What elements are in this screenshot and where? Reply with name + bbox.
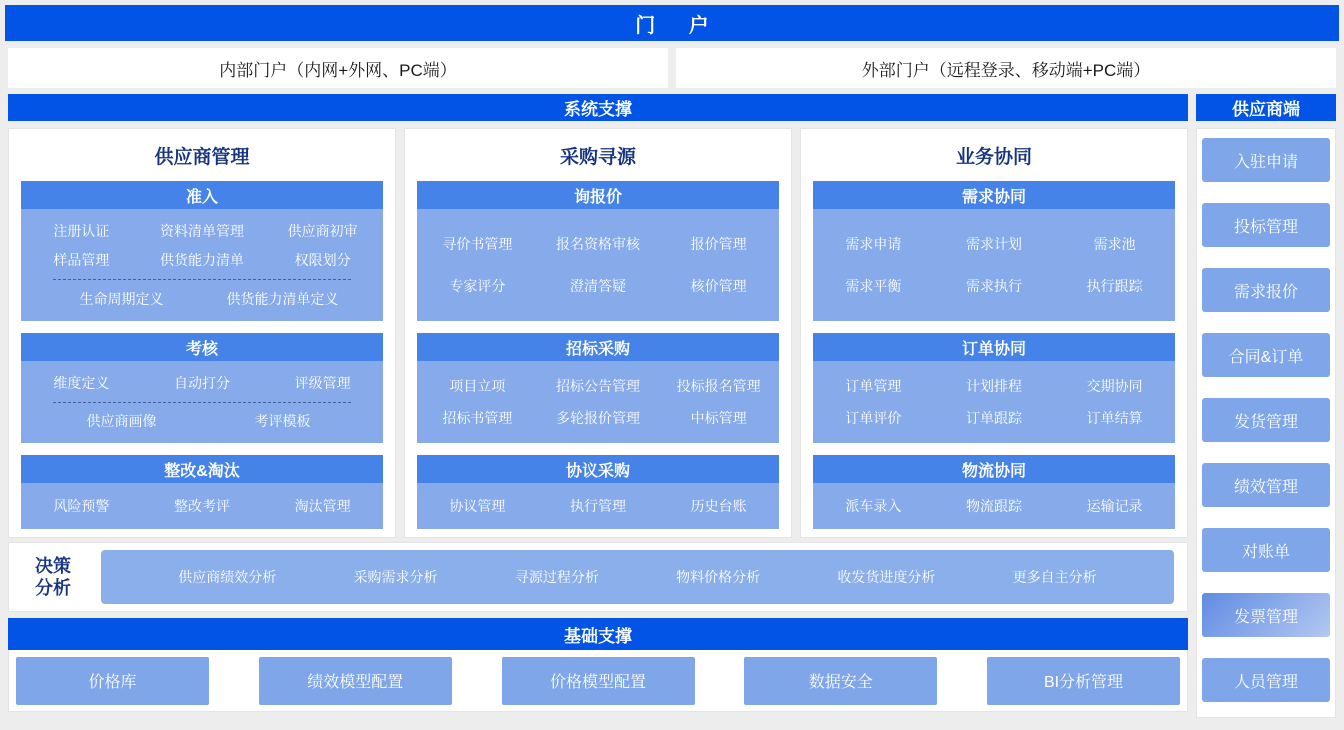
section-assessment xyxy=(21,333,383,443)
section-body xyxy=(21,483,383,529)
module-item[interactable]: 维度定义 xyxy=(53,374,110,391)
section-body xyxy=(813,209,1175,321)
module-item[interactable]: 报名资格审核 xyxy=(556,236,640,252)
module-item[interactable]: 生命周期定义 xyxy=(79,291,164,307)
module-item[interactable]: 物流跟踪 xyxy=(966,498,1022,514)
module-item[interactable]: 淘汰管理 xyxy=(294,498,351,514)
module-item[interactable]: 招标书管理 xyxy=(442,410,513,426)
module-row xyxy=(813,234,1175,254)
module-item[interactable]: 核价管理 xyxy=(690,278,747,294)
module-item[interactable]: 考评模板 xyxy=(254,413,311,430)
decision-analysis-title: 决策 分析 xyxy=(35,556,71,598)
sidebar-item-bid-management[interactable]: 投标管理 xyxy=(1202,203,1330,247)
module-item[interactable]: 计划排程 xyxy=(966,378,1022,394)
decision-analysis-band xyxy=(101,550,1174,604)
bi-analysis-button[interactable]: BI分析管理 xyxy=(987,657,1180,705)
module-row xyxy=(417,276,779,296)
module-row xyxy=(21,411,383,431)
section-header: 询报价 xyxy=(417,181,779,209)
module-row xyxy=(417,376,779,396)
module-item[interactable]: 需求平衡 xyxy=(845,278,902,294)
section-header: 物流协同 xyxy=(813,455,1175,483)
portal-strips-row xyxy=(8,48,1336,88)
module-item[interactable]: 订单结算 xyxy=(1086,410,1143,426)
module-item[interactable]: 需求执行 xyxy=(966,278,1022,294)
section-rectify-eliminate xyxy=(21,455,383,529)
module-item[interactable]: 需求池 xyxy=(1093,236,1136,252)
module-item[interactable]: 供货能力清单 xyxy=(160,252,244,268)
content-area xyxy=(8,128,1336,718)
module-item[interactable]: 澄清答疑 xyxy=(570,278,626,294)
module-row xyxy=(21,373,383,393)
module-item[interactable]: 权限划分 xyxy=(294,252,351,268)
sidebar-item-entry-application[interactable]: 入驻申请 xyxy=(1202,138,1330,182)
data-security-button[interactable]: 数据安全 xyxy=(744,657,937,705)
dashed-divider xyxy=(53,279,351,280)
column-title: 供应商管理 xyxy=(154,146,250,168)
decision-analysis-panel xyxy=(8,542,1188,612)
module-item[interactable]: 招标公告管理 xyxy=(556,378,640,394)
analysis-item[interactable]: 采购需求分析 xyxy=(353,569,438,585)
module-row xyxy=(21,289,383,309)
module-item[interactable]: 专家评分 xyxy=(449,278,506,294)
support-header-row xyxy=(8,94,1336,121)
module-item[interactable]: 订单跟踪 xyxy=(966,410,1022,426)
section-header: 准入 xyxy=(21,181,383,209)
external-portal-strip: 外部门户（远程登录、移动端+PC端） xyxy=(676,48,1336,88)
basic-support-buttons xyxy=(8,650,1188,712)
section-header: 整改&淘汰 xyxy=(21,455,383,483)
module-item[interactable]: 历史台账 xyxy=(690,498,747,514)
module-item[interactable]: 报价管理 xyxy=(690,236,747,252)
section-header: 招标采购 xyxy=(417,333,779,361)
supplier-side-header: 供应商端 xyxy=(1196,94,1336,121)
section-header: 需求协同 xyxy=(813,181,1175,209)
module-item[interactable]: 订单评价 xyxy=(845,410,902,426)
sidebar-item-invoice-management[interactable]: 发票管理 xyxy=(1202,593,1330,637)
analysis-item[interactable]: 供应商绩效分析 xyxy=(178,569,277,585)
module-item[interactable]: 寻价书管理 xyxy=(442,236,513,252)
section-header: 考核 xyxy=(21,333,383,361)
module-item[interactable]: 需求计划 xyxy=(966,236,1022,252)
module-item[interactable]: 交期协同 xyxy=(1086,378,1143,394)
module-item[interactable]: 整改考评 xyxy=(174,498,230,514)
section-order-collab xyxy=(813,333,1175,443)
module-item[interactable]: 执行跟踪 xyxy=(1086,278,1143,294)
section-header: 订单协同 xyxy=(813,333,1175,361)
section-body xyxy=(417,209,779,321)
module-item[interactable]: 派车录入 xyxy=(845,498,902,514)
module-item[interactable]: 评级管理 xyxy=(294,374,351,391)
module-item[interactable]: 自动打分 xyxy=(174,374,230,391)
module-columns xyxy=(8,128,1188,538)
module-row xyxy=(813,496,1175,516)
module-row xyxy=(21,496,383,516)
module-item[interactable]: 协议管理 xyxy=(449,498,506,514)
module-item[interactable]: 样品管理 xyxy=(53,252,110,268)
module-item[interactable]: 供货能力清单定义 xyxy=(226,291,339,307)
module-item[interactable]: 多轮报价管理 xyxy=(556,410,640,426)
left-zone xyxy=(8,128,1188,718)
section-logistics-collab xyxy=(813,455,1175,529)
column-business-collaboration xyxy=(800,128,1188,538)
module-row xyxy=(417,234,779,254)
module-row xyxy=(417,496,779,516)
sidebar-item-shipment-management[interactable]: 发货管理 xyxy=(1202,398,1330,442)
sidebar-item-personnel-management[interactable]: 人员管理 xyxy=(1202,658,1330,702)
module-item[interactable]: 执行管理 xyxy=(570,498,626,514)
basic-support-bar: 基础支撑 xyxy=(8,618,1188,650)
section-body xyxy=(813,361,1175,443)
module-item[interactable]: 项目立项 xyxy=(449,378,506,394)
section-rfq xyxy=(417,181,779,321)
section-demand-collab xyxy=(813,181,1175,321)
module-item[interactable]: 需求申请 xyxy=(845,236,902,252)
module-row xyxy=(21,250,383,270)
module-item[interactable]: 风险预警 xyxy=(53,498,110,514)
analysis-item[interactable]: 物料价格分析 xyxy=(676,569,761,585)
analysis-item[interactable]: 更多自主分析 xyxy=(1012,569,1097,585)
column-sourcing xyxy=(404,128,792,538)
module-row xyxy=(813,276,1175,296)
internal-portal-strip: 内部门户（内网+外网、PC端） xyxy=(8,48,668,88)
module-item[interactable]: 中标管理 xyxy=(690,410,747,426)
section-body xyxy=(21,361,383,443)
section-header: 协议采购 xyxy=(417,455,779,483)
price-model-config-button[interactable]: 价格模型配置 xyxy=(502,657,695,705)
sidebar-item-contract-order[interactable]: 合同&订单 xyxy=(1202,333,1330,377)
module-item[interactable]: 运输记录 xyxy=(1086,498,1143,514)
sidebar-item-demand-quotation[interactable]: 需求报价 xyxy=(1202,268,1330,312)
analysis-item[interactable]: 收发货进度分析 xyxy=(837,569,936,585)
module-item[interactable]: 资料清单管理 xyxy=(160,223,244,239)
sidebar-item-statement[interactable]: 对账单 xyxy=(1202,528,1330,572)
module-row xyxy=(813,376,1175,396)
module-item[interactable]: 供应商初审 xyxy=(287,223,358,239)
system-support-bar: 系统支撑 xyxy=(8,94,1188,121)
module-item[interactable]: 投标报名管理 xyxy=(676,378,761,394)
architecture-diagram xyxy=(0,5,1344,730)
section-agreement-purchase xyxy=(417,455,779,529)
module-item[interactable]: 注册认证 xyxy=(53,223,110,239)
section-body xyxy=(813,483,1175,529)
dashed-divider xyxy=(53,402,351,403)
supplier-side-rail xyxy=(1196,128,1336,718)
price-library-button[interactable]: 价格库 xyxy=(16,657,209,705)
section-body xyxy=(417,483,779,529)
section-bidding xyxy=(417,333,779,443)
section-body xyxy=(21,209,383,321)
column-title: 业务协同 xyxy=(955,146,1032,168)
module-item[interactable]: 供应商画像 xyxy=(86,413,157,430)
analysis-item[interactable]: 寻源过程分析 xyxy=(514,569,599,585)
section-access xyxy=(21,181,383,321)
section-body xyxy=(417,361,779,443)
portal-header-bar: 门 户 xyxy=(5,5,1339,41)
module-row xyxy=(417,408,779,428)
performance-model-config-button[interactable]: 绩效模型配置 xyxy=(259,657,452,705)
column-supplier-management xyxy=(8,128,396,538)
module-row xyxy=(813,408,1175,428)
module-row xyxy=(21,221,383,241)
sidebar-item-performance-management[interactable]: 绩效管理 xyxy=(1202,463,1330,507)
module-item[interactable]: 订单管理 xyxy=(845,378,902,394)
column-title: 采购寻源 xyxy=(559,146,636,168)
